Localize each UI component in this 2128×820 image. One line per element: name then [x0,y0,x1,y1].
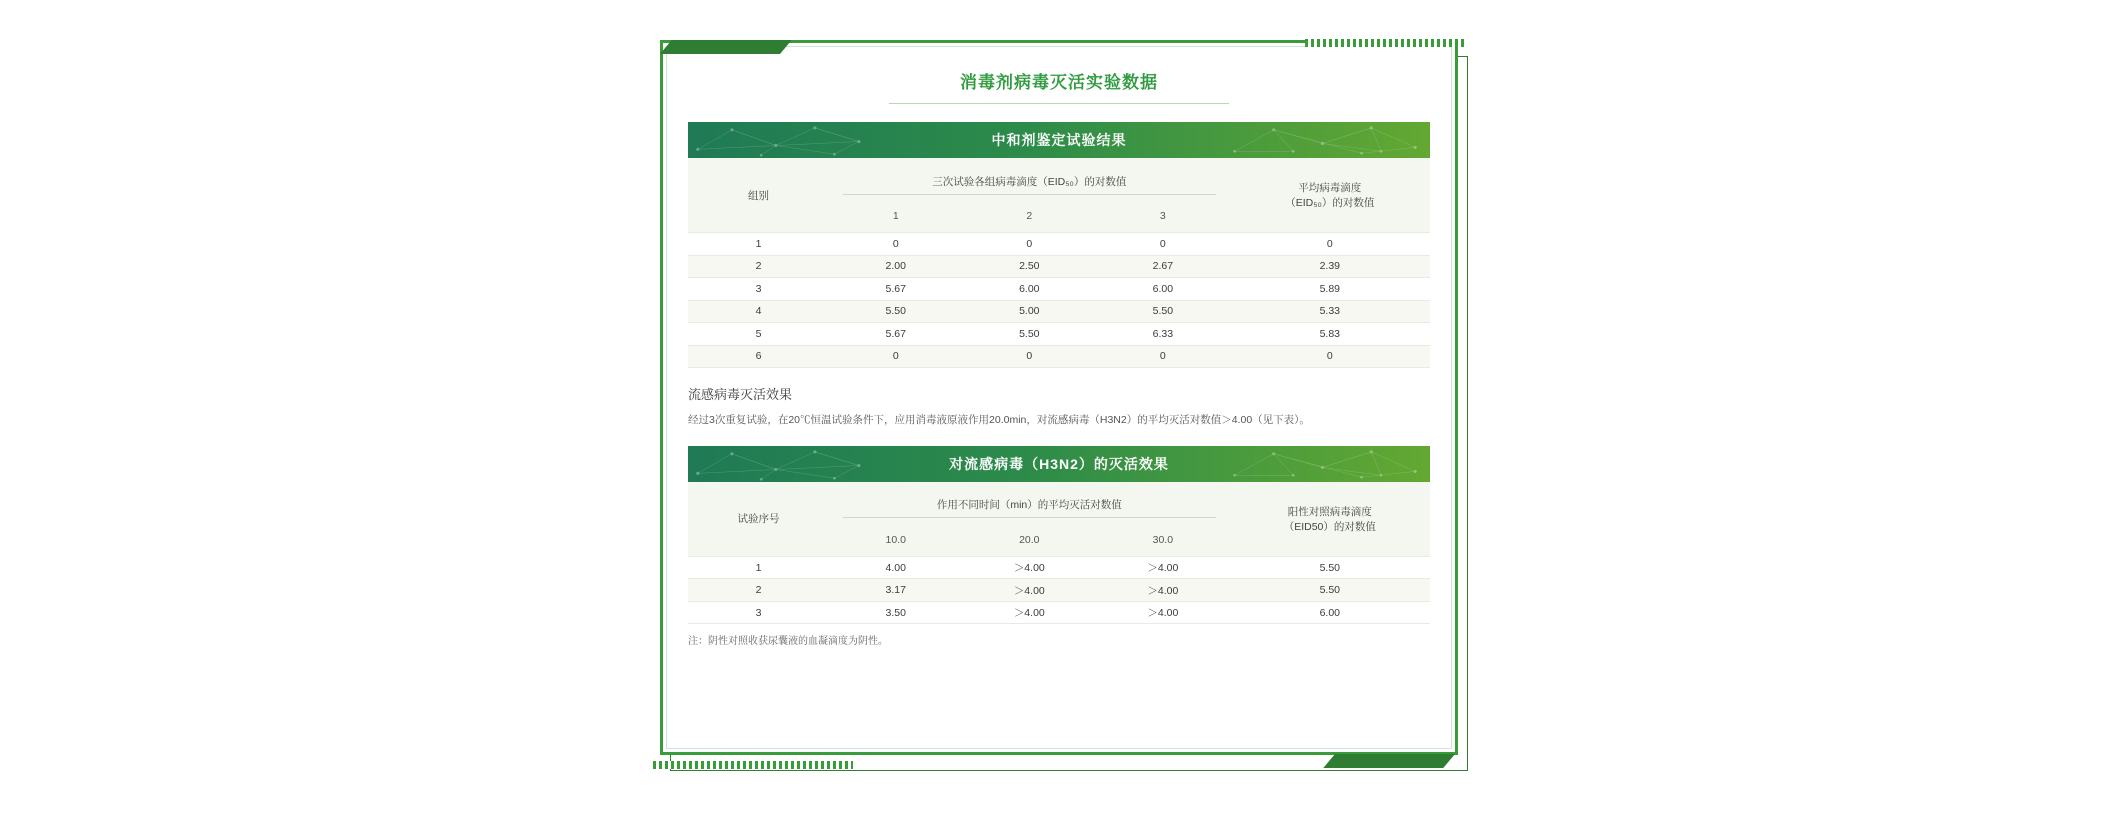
cell-group: 6 [688,345,829,368]
cell-group: 5 [688,323,829,346]
cell-value: ＞4.00 [963,601,1097,624]
cell-value: 0 [829,345,963,368]
cell-value: 3.17 [829,579,963,602]
table1-col-average [1230,158,1430,233]
table-row [688,300,1430,323]
corner-dashes-bottom-left [653,761,853,769]
cell-value: 5.50 [829,300,963,323]
cell-value: 2.00 [829,255,963,278]
cell-value: 5.67 [829,278,963,301]
cell-value: 0 [829,233,963,256]
cell-value: 0 [1096,233,1230,256]
table1-sub-col-2: 2 [963,210,1097,233]
cell-value: ＞4.00 [1096,579,1230,602]
corner-accent-bottom-right [1323,754,1455,768]
cell-no: 2 [688,579,829,602]
table1-sub-col-1: 1 [829,210,963,233]
cell-no: 1 [688,556,829,579]
cell-value: 5.67 [829,323,963,346]
table2-sub-col-3: 30.0 [1096,534,1230,557]
table2-col-control-line2: （EID50）的对数值 [1283,520,1376,533]
document-page [660,40,1468,780]
cell-group: 4 [688,300,829,323]
table-row [688,556,1430,579]
table-row [688,255,1430,278]
table2-span-label: 作用不同时间（min）的平均灭活对数值 [843,497,1216,518]
cell-average: 2.39 [1230,255,1430,278]
table1-col-average-line2: （EID₅₀）的对数值 [1285,197,1375,209]
cell-value: 0 [963,345,1097,368]
cell-value: 4.00 [829,556,963,579]
table2-header-row [688,482,1430,534]
cell-group: 3 [688,278,829,301]
cell-control: 5.50 [1230,556,1430,579]
section1-banner [688,122,1430,158]
cell-value: ＞4.00 [963,556,1097,579]
table2-col-control-line1: 阳性对照病毒滴度 [1287,505,1372,518]
title-divider [889,103,1229,104]
cell-average: 5.89 [1230,278,1430,301]
cell-value: 5.50 [1096,300,1230,323]
cell-control: 5.50 [1230,579,1430,602]
document-content [666,46,1452,749]
table-row [688,601,1430,624]
section2-banner [688,446,1430,482]
page-title: 消毒剂病毒灭活实验数据 [960,73,1158,92]
section2-banner-title: 对流感病毒（H3N2）的灭活效果 [949,455,1169,472]
table2-sub-col-1: 10.0 [829,534,963,557]
table2-footnote: 注：阴性对照收获尿囊液的血凝滴度为阴性。 [688,636,888,648]
table2-sub-col-2: 20.0 [963,534,1097,557]
cell-value: ＞4.00 [1096,556,1230,579]
table-row [688,579,1430,602]
cell-average: 0 [1230,345,1430,368]
cell-value: 5.50 [963,323,1097,346]
cell-value: 0 [1096,345,1230,368]
table1-span-label: 三次试验各组病毒滴度（EID₅₀）的对数值 [843,174,1216,195]
cell-value: ＞4.00 [963,579,1097,602]
cell-no: 3 [688,601,829,624]
table-row [688,233,1430,256]
cell-group: 1 [688,233,829,256]
cell-value: 5.00 [963,300,1097,323]
table2-col-no: 试验序号 [688,482,829,557]
cell-value: 6.00 [1096,278,1230,301]
cell-average: 5.83 [1230,323,1430,346]
cell-group: 2 [688,255,829,278]
table2-col-control [1230,482,1430,557]
section1-banner-title: 中和剂鉴定试验结果 [991,132,1127,148]
cell-value: 0 [963,233,1097,256]
table1-sub-col-3: 3 [1096,210,1230,233]
cell-value: 6.33 [1096,323,1230,346]
cell-average: 5.33 [1230,300,1430,323]
cell-value: 2.67 [1096,255,1230,278]
table1-col-group: 组别 [688,158,829,233]
table1-col-average-line1: 平均病毒滴度 [1298,182,1362,194]
table-row [688,345,1430,368]
inactivation-effect-table [688,482,1430,625]
cell-value: ＞4.00 [1096,601,1230,624]
cell-control: 6.00 [1230,601,1430,624]
cell-value: 3.50 [829,601,963,624]
frame-outer [660,40,1458,755]
neutralizer-results-table [688,158,1430,368]
cell-value: 2.50 [963,255,1097,278]
table-row [688,278,1430,301]
table2-col-span-title [829,482,1230,534]
table-row [688,323,1430,346]
table1-header-row [688,158,1430,210]
cell-average: 0 [1230,233,1430,256]
section2-paragraph: 经过3次重复试验，在20℃恒温试验条件下，应用消毒液原液作用20.0min，对流感病毒（H3N2）的平均灭活对数值＞4.00（见下表）。 [688,414,1310,426]
table1-col-span-title [829,158,1230,210]
section2-heading: 流感病毒灭活效果 [688,387,793,402]
cell-value: 6.00 [963,278,1097,301]
